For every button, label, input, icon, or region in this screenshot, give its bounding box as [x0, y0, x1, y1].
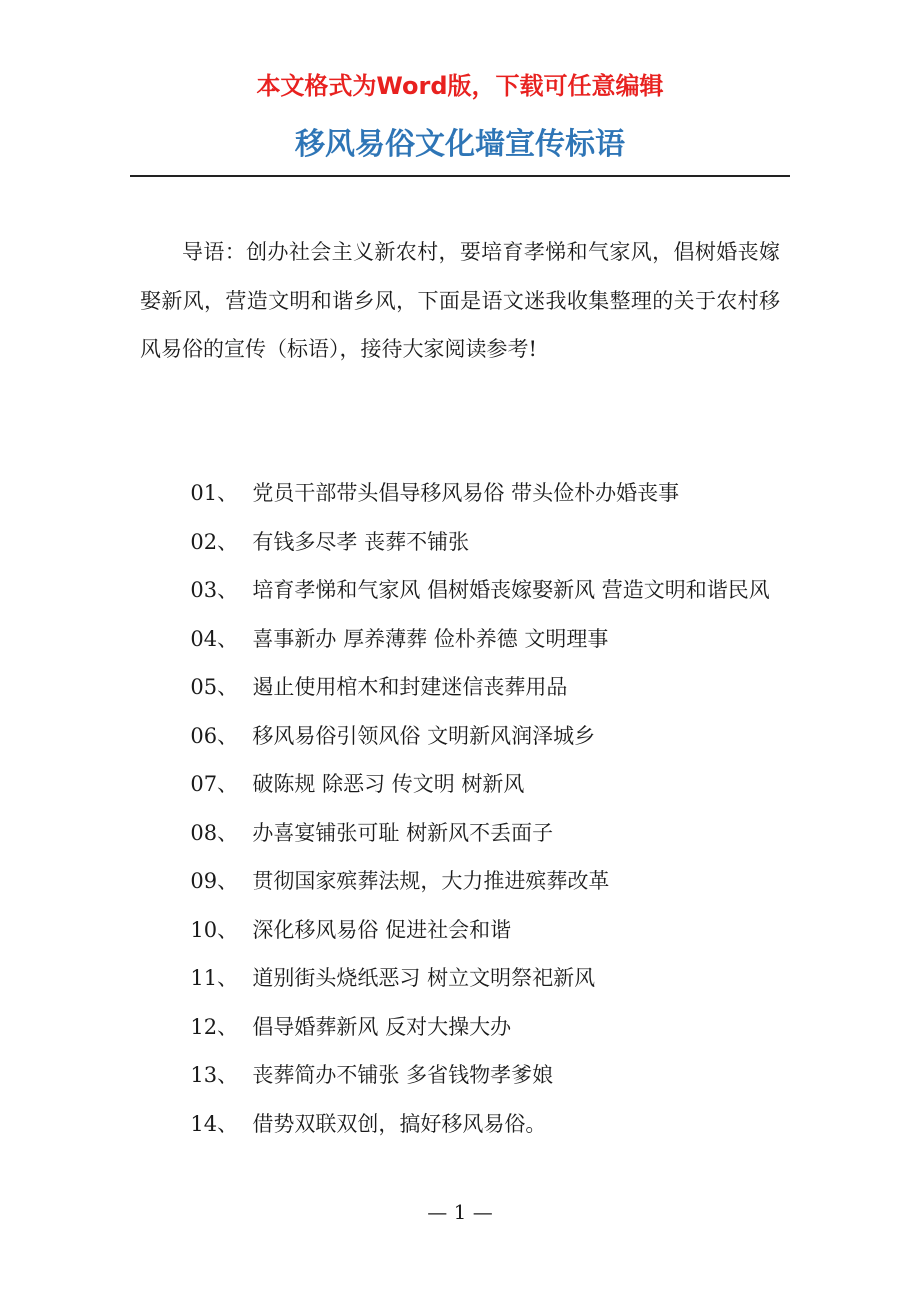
slogan-item — [140, 1051, 780, 1100]
slogan-number: 02、 — [190, 529, 239, 554]
slogan-item — [140, 469, 780, 518]
slogan-text: 道别街头烧纸恶习 树立文明祭祀新风 — [252, 966, 596, 990]
slogan-number: 13、 — [190, 1063, 239, 1087]
slogan-item — [140, 663, 780, 712]
slogan-text: 喜事新办 厚养薄葬 俭朴养德 文明理事 — [252, 626, 609, 651]
slogan-text: 倡导婚葬新风 反对大操大办 — [252, 1014, 512, 1039]
slogan-text: 破陈规 除恶习 传文明 树新风 — [252, 772, 525, 796]
slogan-number: 10、 — [190, 917, 239, 942]
document-title: 移风易俗文化墙宣传标语 — [295, 127, 625, 162]
slogan-item — [140, 566, 780, 615]
slogan-text: 深化移风易俗 促进社会和谐 — [252, 917, 512, 942]
slogan-text: 丧葬简办不铺张 多省钱物孝爹娘 — [252, 1063, 554, 1087]
slogan-item — [140, 518, 780, 567]
slogan-number: 12、 — [190, 1014, 239, 1039]
slogan-item — [140, 615, 780, 664]
slogan-number: 01、 — [190, 481, 239, 505]
slogan-number: 11、 — [190, 966, 239, 990]
slogan-list — [140, 469, 780, 1148]
slogan-number: 08、 — [190, 820, 239, 845]
slogan-item — [140, 1003, 780, 1052]
slogan-text: 党员干部带头倡导移风易俗 带头俭朴办婚丧事 — [252, 481, 680, 505]
slogan-item — [140, 1100, 780, 1149]
slogan-text: 办喜宴铺张可耻 树新风不丢面子 — [252, 820, 554, 845]
slogan-number: 14、 — [190, 1111, 239, 1136]
slogan-number: 04、 — [190, 626, 239, 651]
intro-paragraph: 导语：创办社会主义新农村，要培育孝悌和气家风，倡树婚丧嫁娶新风，营造文明和谐乡风，下面是语文迷我收集整理的关于农村移风易俗的宣传（标语），接待大家阅读参考! — [140, 240, 780, 361]
slogan-item — [140, 760, 780, 809]
slogan-text: 借势双联双创，搞好移风易俗。 — [252, 1111, 547, 1136]
format-notice: 本文格式为Word版，下载可任意编辑 — [256, 72, 664, 100]
slogan-number: 05、 — [190, 675, 239, 699]
slogan-number: 06、 — [190, 723, 239, 748]
slogan-number: 07、 — [190, 772, 239, 796]
slogan-item — [140, 809, 780, 858]
slogan-text: 贯彻国家殡葬法规，大力推进殡葬改革 — [252, 869, 610, 893]
slogan-number: 09、 — [190, 869, 239, 893]
slogan-text: 移风易俗引领风俗 文明新风润泽城乡 — [252, 723, 596, 748]
slogan-text: 有钱多尽孝 丧葬不铺张 — [252, 529, 470, 554]
slogan-item — [140, 712, 780, 761]
page-number: — 1 — — [427, 1200, 493, 1224]
slogan-item — [140, 954, 780, 1003]
title-divider — [130, 175, 790, 177]
slogan-number: 03、 — [190, 578, 239, 602]
slogan-text: 培育孝悌和气家风 倡树婚丧嫁娶新风 营造文明和谐民风 — [252, 578, 770, 602]
slogan-item — [140, 857, 780, 906]
slogan-text: 遏止使用棺木和封建迷信丧葬用品 — [252, 675, 568, 699]
slogan-item — [140, 906, 780, 955]
